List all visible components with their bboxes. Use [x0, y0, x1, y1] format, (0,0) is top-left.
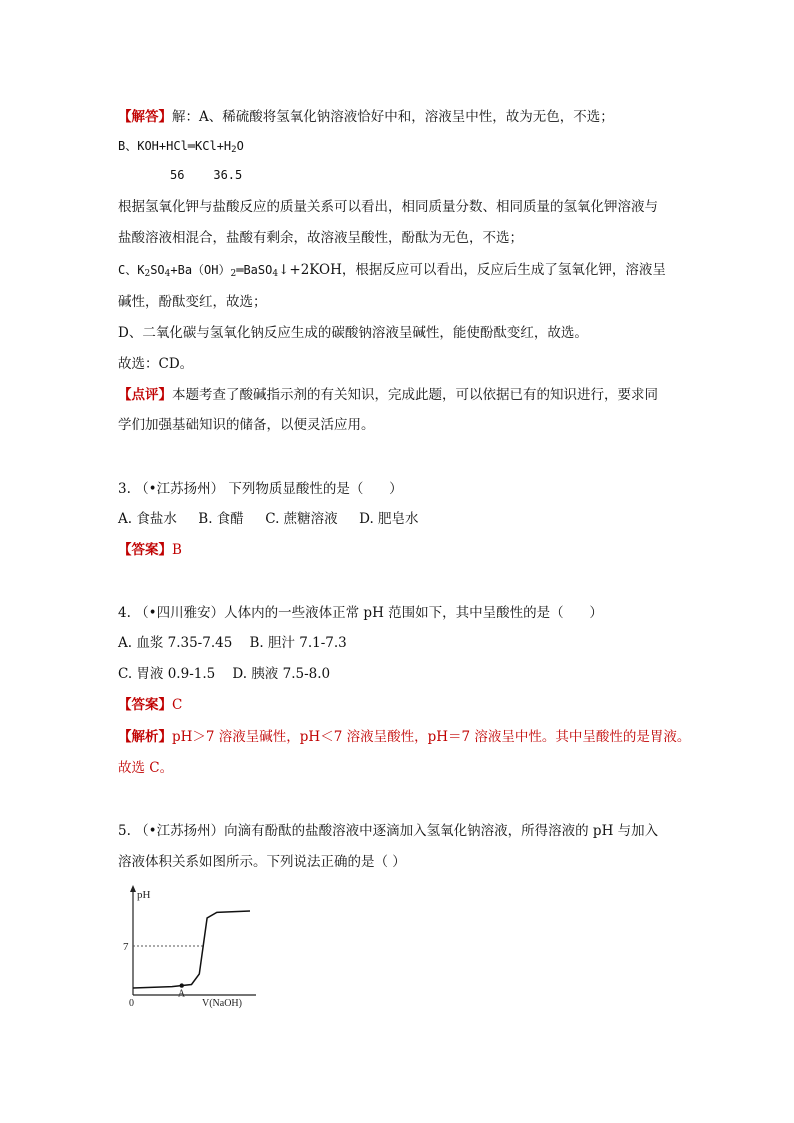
point-a-marker	[180, 983, 184, 987]
equation-b-masses: 56 36.5	[170, 168, 243, 182]
comment-tag: 【点评】	[118, 387, 172, 403]
q5-stem: 5. （•江苏扬州）向滴有酚酞的盐酸溶液中逐滴加入氢氧化钠溶液，所得溶液的 pH 与加入	[118, 823, 659, 839]
q3-answer	[118, 541, 182, 559]
c-mid1: SO	[150, 263, 165, 277]
q4-answer	[118, 696, 182, 714]
point-a-label: A	[177, 988, 186, 1000]
eq-b-suffix: O	[236, 139, 244, 153]
q5-stem-2: 溶液体积关系如图所示。下列说法正确的是（ ）	[118, 854, 406, 870]
q3-stem: 3. （•江苏扬州） 下列物质显酸性的是（ ）	[118, 481, 403, 497]
eq-b-sub: 2	[231, 145, 237, 155]
analysis-c-line-2: 碱性，酚酞变红，故选；	[118, 294, 267, 310]
analysis-d-line: D、二氧化碳与氢氧化钠反应生成的碳酸钠溶液呈碱性，能使酚酞变红，故选。	[118, 325, 588, 341]
analysis-choice: 故选：CD。	[118, 356, 194, 372]
comment-line-2: 学们加强基础知识的储备，以便灵活应用。	[118, 417, 375, 433]
ph-curve	[133, 911, 250, 988]
q4-answer-value: C	[172, 697, 183, 713]
analysis-para-1: 根据氢氧化钾与盐酸反应的质量关系可以看出，相同质量分数、相同质量的氢氧化钾溶液与	[118, 199, 658, 215]
comment-text: 本题考查了酸碱指示剂的有关知识，完成此题，可以依据已有的知识进行，要求同	[172, 387, 658, 403]
q3-answer-value: B	[172, 542, 182, 558]
c-sub1: 2	[144, 269, 151, 279]
q4-explain	[118, 728, 690, 746]
q4-explain-2: 故选 C。	[118, 760, 174, 776]
c-mid2: +Ba（OH）	[170, 263, 231, 277]
q4-options-2: C. 胃液 0.9-1.5 D. 胰液 7.5-8.0	[118, 666, 331, 682]
c-sub4: 4	[272, 269, 279, 279]
q3-answer-tag: 【答案】	[118, 542, 172, 558]
x-axis-label: V(NaOH)	[202, 998, 242, 1009]
equation-b	[118, 137, 244, 159]
c-sub3: 2	[230, 269, 237, 279]
y-tick-7: 7	[123, 941, 129, 953]
answer-solution-tag: 【解答】	[118, 109, 172, 125]
q4-explain-text: pH＞7 溶液呈碱性，pH＜7 溶液呈酸性，pH＝7 溶液呈中性。其中呈酸性的是胃液。	[172, 729, 691, 745]
analysis-a-text: 解：A、稀硫酸将氢氧化钠溶液恰好中和，溶液呈中性，故为无色，不选；	[172, 109, 614, 125]
comment-line-1	[118, 386, 658, 404]
q4-explain-tag: 【解析】	[118, 729, 172, 745]
c-sub2: 4	[164, 269, 171, 279]
ph-curve-chart	[118, 882, 268, 1010]
analysis-line-1	[118, 108, 614, 126]
analysis-c-line	[118, 261, 666, 283]
q4-answer-tag: 【答案】	[118, 697, 172, 713]
y-axis-arrow	[130, 885, 136, 892]
q4-options-1: A. 血浆 7.35-7.45 B. 胆汁 7.1-7.3	[118, 635, 347, 651]
q4-stem: 4. （•四川雅安）人体内的一些液体正常 pH 范围如下，其中呈酸性的是（ ）	[118, 605, 603, 621]
c-mid3: ═BaSO	[236, 263, 273, 277]
q3-options: A. 食盐水 B. 食醋 C. 蔗糖溶液 D. 肥皂水	[118, 511, 419, 527]
analysis-para-1b: 盐酸溶液相混合，盐酸有剩余，故溶液呈酸性，酚酞为无色，不选；	[118, 230, 523, 246]
c-prefix: C、K	[118, 263, 145, 277]
origin-label: 0	[129, 998, 134, 1009]
eq-b-prefix: B、KOH+HCl═KCl+H	[118, 139, 232, 153]
y-axis-label: pH	[137, 889, 151, 901]
c-suffix: ↓+2KOH，根据反应可以看出，反应后生成了氢氧化钾，溶液呈	[278, 262, 666, 278]
